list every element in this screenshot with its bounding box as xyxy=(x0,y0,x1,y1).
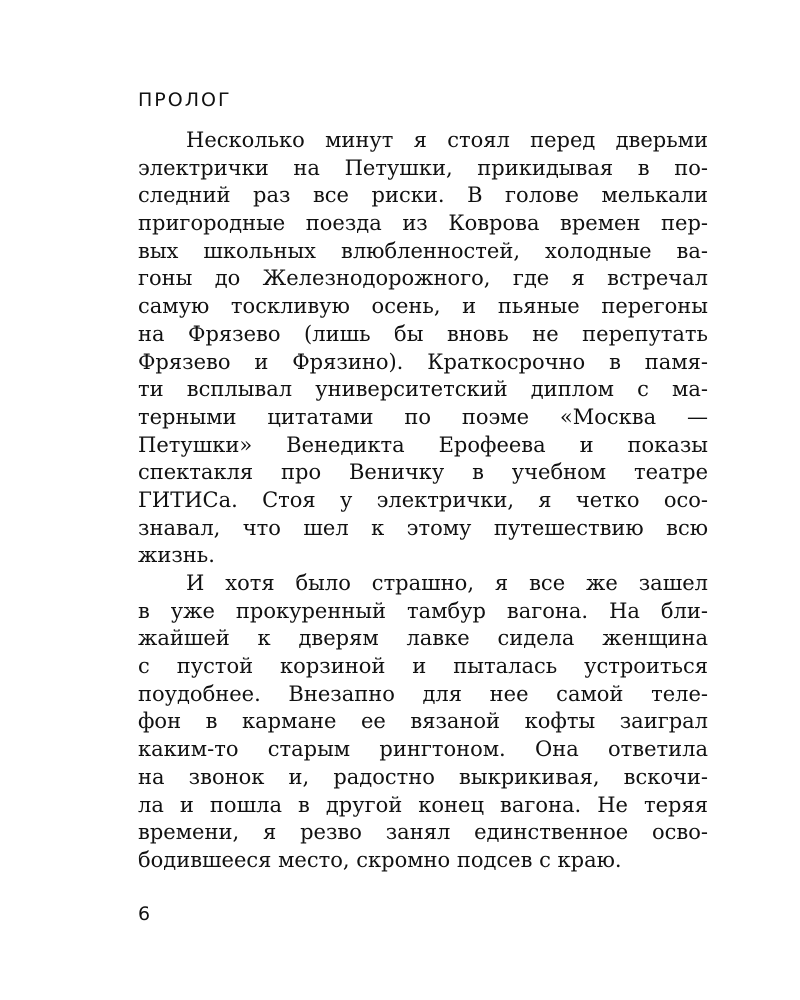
text-line: вых школьных влюбленностей, холодные ва- xyxy=(138,238,708,263)
body-text xyxy=(138,127,708,875)
text-line: Петушки» Венедикта Ерофеева и показы xyxy=(138,432,708,457)
text-line: каким-то старым рингтоном. Она ответила xyxy=(138,737,708,762)
text-line: И хотя было страшно, я все же зашел xyxy=(186,571,708,595)
text-line: ти всплывал университетский диплом с ма- xyxy=(138,377,708,402)
text-line: терными цитатами по поэме «Москва — xyxy=(138,404,708,429)
text-line: поудобнее. Внезапно для нее самой теле- xyxy=(138,681,708,706)
text-line: пригородные поезда из Коврова времен пер- xyxy=(138,211,708,236)
text-line: Несколько минут я стоял перед дверьми xyxy=(186,128,708,152)
text-line: времени, я резво занял единственное осво- xyxy=(138,820,708,845)
text-line: знавал, что шел к этому путешествию всю xyxy=(138,515,708,540)
text-line: на Фрязево (лишь бы вновь не перепутать xyxy=(138,321,708,346)
text-line: самую тоскливую осень, и пьяные перегоны xyxy=(138,294,708,319)
text-line: на звонок и, радостно выкрикивая, вскочи- xyxy=(138,764,708,789)
text-line: Фрязево и Фрязино). Краткосрочно в памя- xyxy=(138,349,708,374)
text-line: фон в кармане ее вязаной кофты заиграл xyxy=(138,709,708,734)
text-line: следний раз все риски. В голове мелькали xyxy=(138,183,708,208)
text-line: с пустой корзиной и пыталась устроиться xyxy=(138,654,708,679)
text-line: спектакля про Веничку в учебном театре xyxy=(138,460,708,485)
paragraph-2 xyxy=(138,570,708,875)
text-line: электрички на Петушки, прикидывая в по- xyxy=(138,155,708,180)
text-line: ла и пошла в другой конец вагона. Не теряя xyxy=(138,792,708,817)
text-line: в уже прокуренный тамбур вагона. На бли- xyxy=(138,598,708,623)
chapter-heading: ПРОЛОГ xyxy=(138,89,232,111)
text-line: бодившееся место, скромно подсев с краю. xyxy=(138,847,622,872)
text-line: гоны до Железнодорожного, где я встречал xyxy=(138,266,708,291)
text-line: жизнь. xyxy=(138,543,215,568)
text-line: жайшей к дверям лавке сидела женщина xyxy=(138,626,708,651)
page-number: 6 xyxy=(138,903,151,925)
text-line: ГИТИСа. Стоя у электрички, я четко осо- xyxy=(138,487,708,512)
paragraph-1 xyxy=(138,127,708,570)
